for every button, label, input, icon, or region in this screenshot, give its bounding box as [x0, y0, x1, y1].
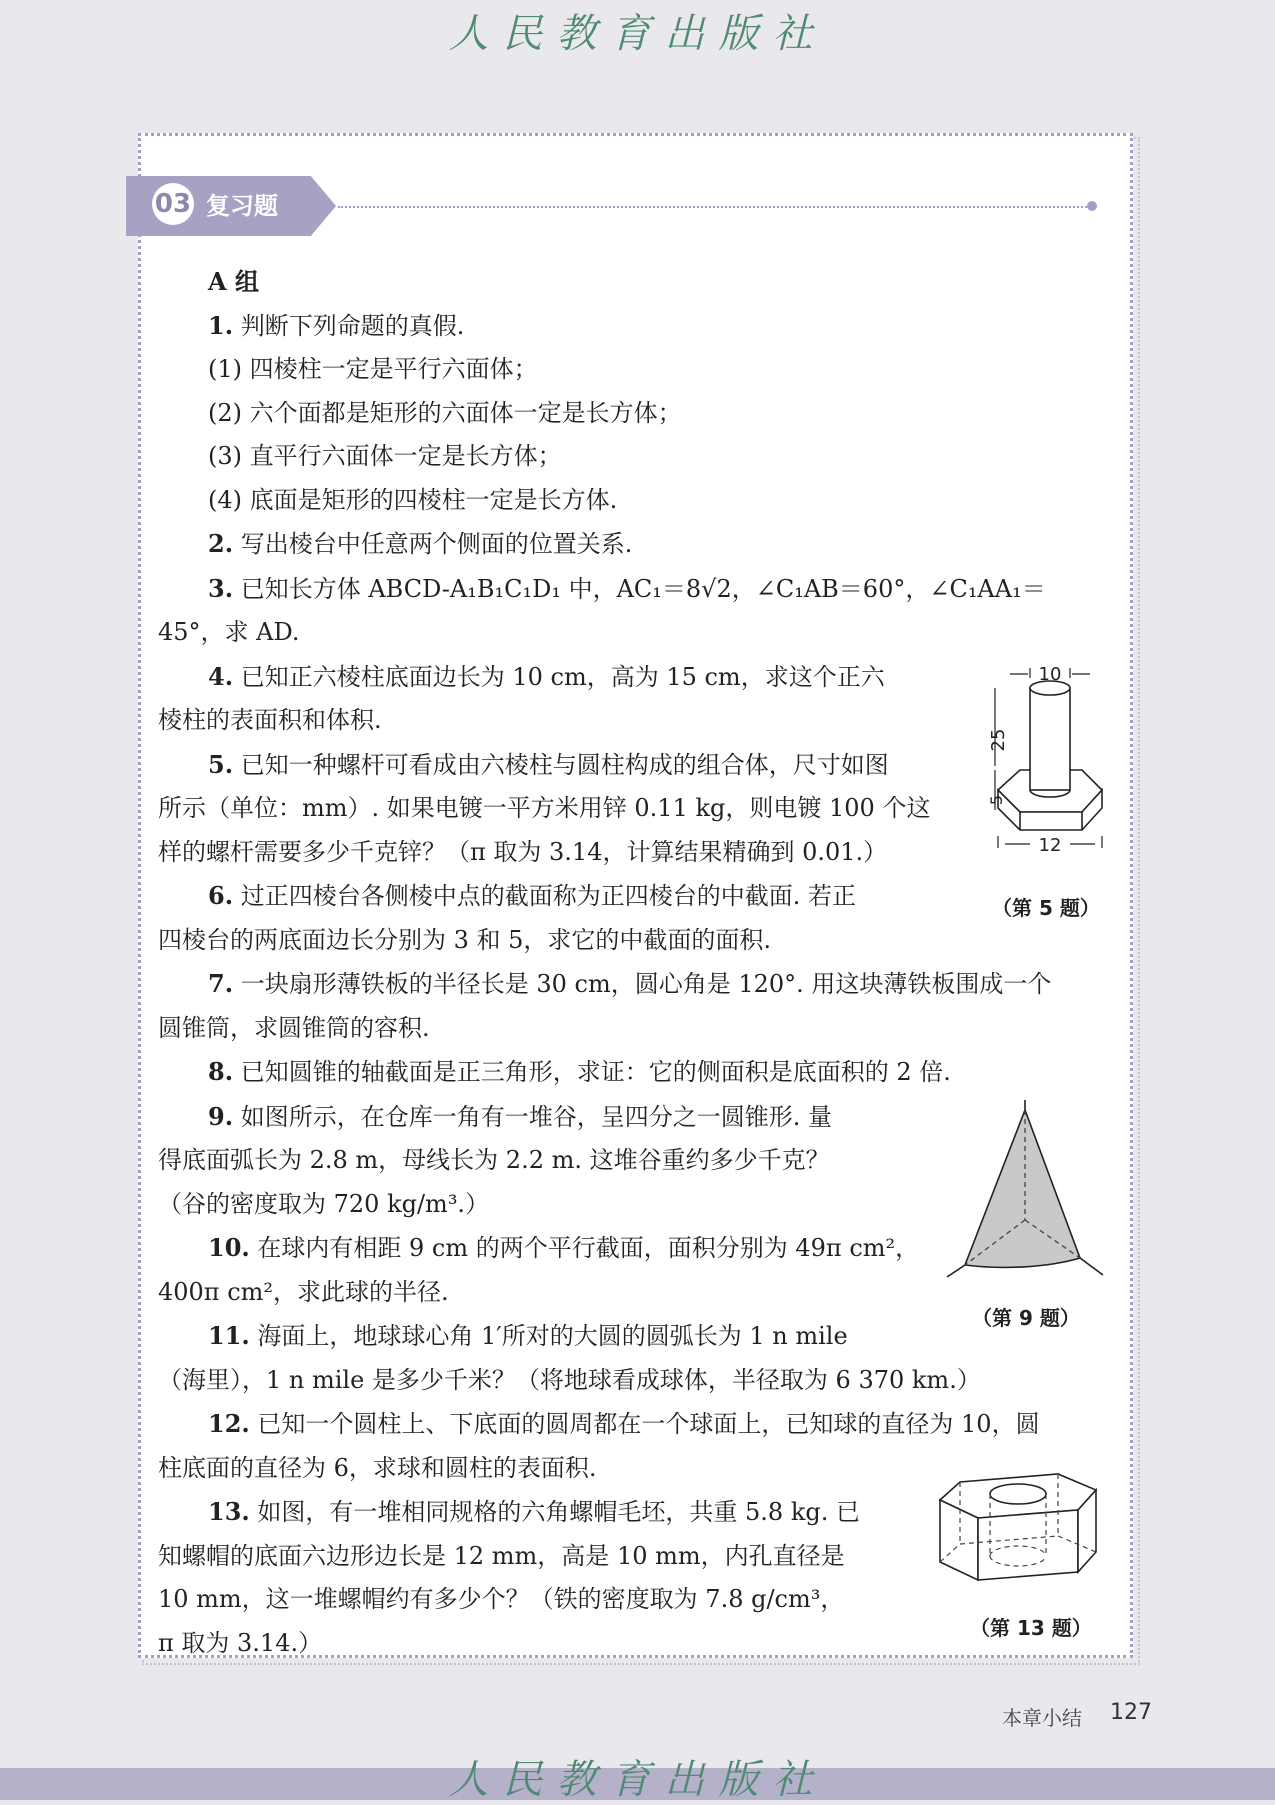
figure-13-caption: （第 13 题）	[970, 1616, 1092, 1640]
dim-height-label: 25	[988, 728, 1009, 752]
hex-nut-figure	[938, 1472, 1098, 1602]
question-6	[158, 874, 1108, 919]
question-8	[158, 1050, 1108, 1095]
question-12-cont: 柱底面的直径为 6，求球和圆柱的表面积.	[158, 1453, 597, 1482]
question-11	[158, 1314, 1108, 1359]
q-text: 已知一个圆柱上、下底面的圆周都在一个球面上，已知球的直径为 10，圆	[257, 1410, 1040, 1438]
question-13-cont-3: π 取为 3.14.）	[158, 1628, 323, 1657]
q-number: 4.	[208, 661, 234, 691]
page-number: 127	[1110, 1700, 1152, 1725]
q-text: 海面上，地球球心角 1′所对的大圆的圆弧长为 1 n mile	[257, 1322, 848, 1350]
publisher-watermark-bottom: 人民教育出版社	[448, 1757, 827, 1803]
question-7-cont: 圆锥筒，求圆锥筒的容积.	[158, 1013, 430, 1042]
q-text: 如图，有一堆相同规格的六角螺帽毛坯，共重 5.8 kg. 已	[257, 1498, 860, 1526]
q-number: 8.	[208, 1057, 234, 1086]
bolt-figure	[987, 660, 1110, 870]
q-text: 已知圆锥的轴截面是正三角形，求证：它的侧面积是底面积的 2 倍.	[240, 1058, 951, 1086]
q-text: 已知一种螺杆可看成由六棱柱与圆柱构成的组合体，尺寸如图	[240, 750, 889, 779]
q-number: 10.	[208, 1233, 250, 1262]
group-heading: A 组	[208, 267, 259, 296]
question-3	[158, 567, 1108, 612]
nut-front-face	[978, 1510, 1078, 1580]
q-text: 已知长方体 ABCD-A₁B₁C₁D₁ 中，AC₁＝8√2，∠C₁AB＝60°，∠C₁AA₁＝	[240, 574, 1046, 603]
q-text: 一块扇形薄铁板的半径长是 30 cm，圆心角是 120°. 用这块薄铁板围成一个	[240, 970, 1052, 998]
q-text: 在球内有相距 9 cm 的两个平行截面，面积分别为 49π cm²，	[257, 1234, 920, 1262]
q-number: 13.	[208, 1497, 250, 1526]
nut-hole-top	[990, 1484, 1046, 1504]
question-4-cont: 棱柱的表面积和体积.	[158, 706, 382, 734]
q-number: 2.	[208, 529, 234, 558]
dim-nut-label: 5	[987, 794, 1006, 806]
question-10-cont: 400π cm²，求此球的半径.	[158, 1277, 449, 1306]
question-1	[158, 304, 1108, 349]
q-text: 判断下列命题的真假.	[240, 311, 465, 340]
q-text: 写出棱台中任意两个侧面的位置关系.	[240, 530, 633, 558]
q-number: 9.	[208, 1101, 234, 1131]
dim-bottom-label: 12	[1038, 835, 1062, 856]
question-13-cont-1: 知螺帽的底面六边形边长是 12 mm，高是 10 mm，内孔直径是	[158, 1541, 845, 1570]
question-4	[158, 655, 998, 700]
q-number: 11.	[208, 1321, 250, 1350]
question-9-cont-1: 得底面弧长为 2.8 m，母线长为 2.2 m. 这堆谷重约多少千克？	[158, 1146, 830, 1174]
question-1-item-3: (3) 直平行六面体一定是长方体；	[208, 442, 562, 470]
question-1-item-1: (1) 四棱柱一定是平行六面体；	[208, 355, 538, 383]
question-12	[158, 1402, 1108, 1447]
q-number: 12.	[208, 1409, 250, 1438]
question-9-cont-2: （谷的密度取为 720 kg/m³.）	[158, 1189, 490, 1218]
section-number: 03	[152, 183, 194, 225]
question-1-item-4: (4) 底面是矩形的四棱柱一定是长方体.	[208, 485, 618, 514]
question-5	[158, 743, 1108, 788]
question-2	[158, 522, 1108, 567]
q-text: 已知正六棱柱底面边长为 10 cm，高为 15 cm，求这个正六	[240, 662, 885, 691]
q-number: 3.	[208, 573, 234, 603]
figure-5-caption: （第 5 题）	[992, 896, 1100, 920]
q-number: 6.	[208, 881, 234, 910]
question-3-cont: 45°，求 AD.	[158, 618, 300, 646]
q-text: 如图所示，在仓库一角有一堆谷，呈四分之一圆锥形. 量	[240, 1102, 832, 1131]
question-5-cont-1: 所示（单位：mm）. 如果电镀一平方米用锌 0.11 kg，则电镀 100 个这	[158, 794, 931, 822]
question-6-cont: 四棱台的两底面边长分别为 3 和 5，求它的中截面的面积.	[158, 925, 772, 954]
cylinder-body	[1030, 688, 1070, 790]
section-divider	[338, 206, 1090, 208]
q-number: 7.	[208, 969, 234, 998]
figure-9-caption: （第 9 题）	[972, 1306, 1080, 1330]
q-number: 5.	[208, 749, 234, 779]
question-5-cont-2: 样的螺杆需要多少千克锌？（π 取为 3.14，计算结果精确到 0.01.）	[158, 837, 888, 866]
cone-surface	[965, 1110, 1080, 1267]
question-11-cont: （海里），1 n mile 是多少千米？（将地球看成球体，半径取为 6 370 km.）	[158, 1365, 981, 1394]
question-13-cont-2: 10 mm，这一堆螺帽约有多少个？（铁的密度取为 7.8 g/cm³，	[158, 1585, 845, 1613]
grain-cone-figure	[945, 1100, 1115, 1280]
publisher-watermark-top: 人民教育出版社	[448, 11, 827, 57]
section-title: 复习题	[206, 192, 278, 220]
dim-top-label: 10	[1038, 664, 1062, 685]
question-7	[158, 962, 1108, 1007]
footer-chapter: 本章小结	[1002, 1706, 1082, 1730]
q-text: 过正四棱台各侧棱中点的截面称为正四棱台的中截面. 若正	[240, 882, 856, 910]
exercise-content	[158, 260, 1108, 1665]
q-number: 1.	[208, 310, 234, 340]
divider-end-dot	[1087, 201, 1097, 211]
question-1-item-2: (2) 六个面都是矩形的六面体一定是长方体；	[208, 398, 682, 427]
